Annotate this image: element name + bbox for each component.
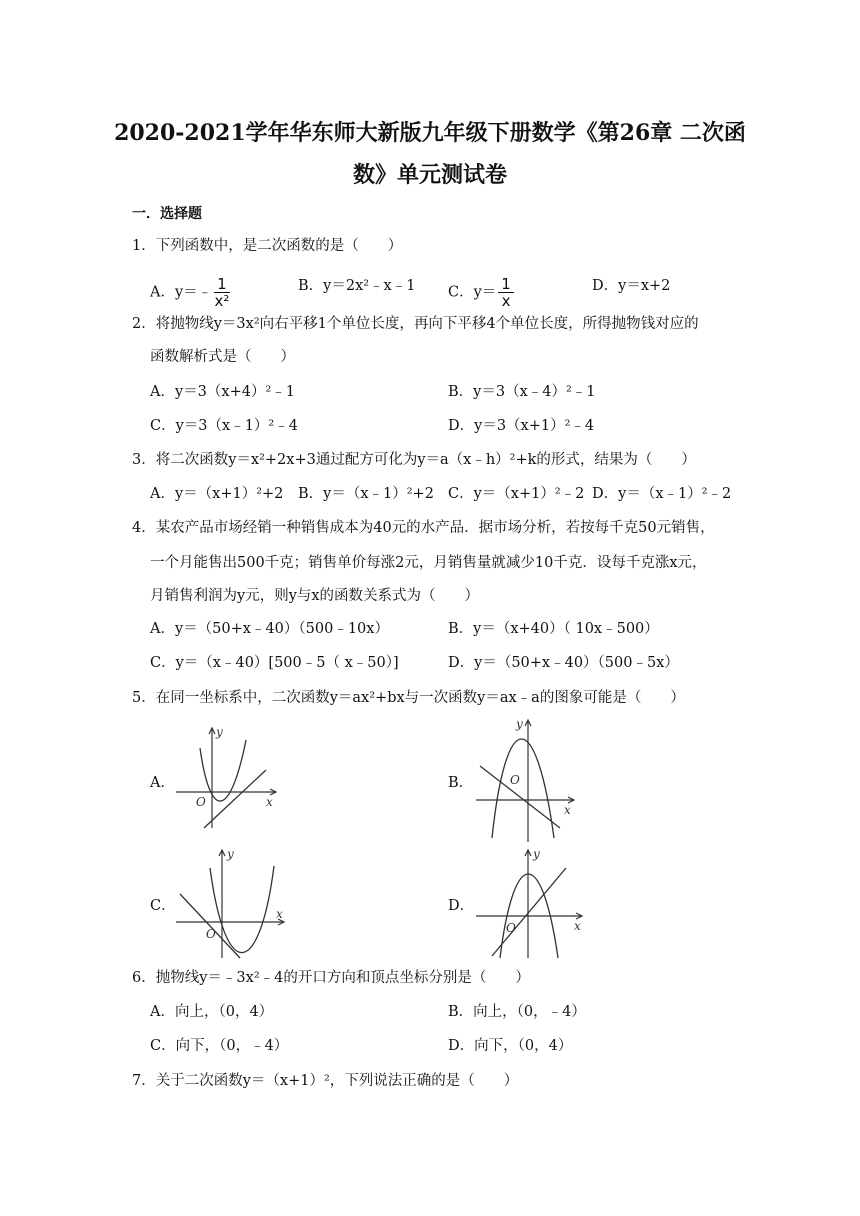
q2-option-d[interactable]: D．y＝3（x+1）²﹣4 [448,418,595,434]
q2-stem-line1: 2．将抛物线y＝3x²向右平移1个单位长度，再向下平移4个单位长度，所得抛物钱对应的 [132,316,699,332]
q5-graph-d-y-label: y [533,847,540,861]
q4-option-c[interactable]: C．y＝（x﹣40）[500﹣5（ x﹣50）] [150,655,399,671]
q5-option-d-label[interactable]: D． [448,898,475,914]
q3-option-d[interactable]: D．y＝（x﹣1）²﹣2 [592,486,732,502]
q5-option-a-label[interactable]: A． [150,775,175,791]
q4-option-b[interactable]: B．y＝（x+40）（ 10x﹣500） [448,621,659,637]
q1-option-c-fraction [498,276,514,309]
q5-graph-c[interactable] [170,846,290,960]
q4-stem-line1: 4．某农产品市场经销一种销售成本为40元的水产品．据市场分析，若按每千克50元销售， [132,520,715,536]
q5-graph-d[interactable] [470,846,590,960]
q1-option-c-num: 1 [498,276,514,293]
q6-option-d[interactable]: D．向下，（0，4） [448,1038,573,1054]
q5-graph-a-y-label: y [216,725,223,739]
q1-option-c-prefix: C．y＝ [448,284,497,301]
q4-option-d[interactable]: D．y＝（50+x﹣40）（500﹣5x） [448,655,679,671]
page-title-line1: 2020-2021学年华东师大新版九年级下册数学《第26章 二次函 [114,120,746,146]
q5-graph-c-x-label: x [276,907,283,921]
q5-graph-d-origin: O [506,921,516,935]
q5-graph-b-y-label: y [516,717,523,731]
page-title-line2: 数》单元测试卷 [352,162,507,188]
q2-stem-line2: 函数解析式是（ ） [150,349,295,365]
q5-graph-b[interactable] [470,716,580,846]
q7-stem: 7．关于二次函数y＝（x+1）²，下列说法正确的是（ ） [132,1073,519,1089]
q1-option-a-num: 1 [214,276,230,293]
q3-option-c[interactable]: C．y＝（x+1）²﹣2 [448,486,585,502]
q5-option-b-label[interactable]: B． [448,775,474,791]
q1-stem: 1．下列函数中，是二次函数的是（ ） [132,238,403,254]
q4-stem-line3: 月销售利润为y元，则y与x的函数关系式为（ ） [150,588,480,604]
q5-graph-a[interactable] [170,720,280,830]
q1-option-a-fraction [214,276,230,309]
q5-graph-a-x-label: x [266,795,273,809]
q6-option-b[interactable]: B．向上，（0，﹣4） [448,1004,586,1020]
q5-graph-c-origin: O [206,927,216,941]
q6-stem: 6．抛物线y＝﹣3x²﹣4的开口方向和顶点坐标分别是（ ） [132,970,530,986]
q5-graph-c-y-label: y [227,847,234,861]
q1-option-a[interactable] [150,276,232,309]
q6-option-c[interactable]: C．向下，（0，﹣4） [150,1038,289,1054]
q2-option-a[interactable]: A．y＝3（x+4）²﹣1 [150,384,295,400]
q2-option-c[interactable]: C．y＝3（x﹣1）²﹣4 [150,418,298,434]
q3-option-b[interactable]: B．y＝（x﹣1）²+2 [298,486,434,502]
q5-option-c-label[interactable]: C． [150,898,176,914]
q4-stem-line2: 一个月能售出500千克；销售单价每涨2元，月销售量就减少10千克．设每千克涨x元， [150,555,707,571]
q5-graph-d-x-label: x [574,919,581,933]
q4-option-a[interactable]: A．y＝（50+x﹣40）（500﹣10x） [150,621,389,637]
section-heading: 一．选择题 [132,206,202,222]
q5-graph-b-x-label: x [564,803,571,817]
q5-stem: 5．在同一坐标系中，二次函数y＝ax²+bx与一次函数y＝ax﹣a的图象可能是（ ） [132,690,685,706]
q1-option-c-den: x [501,292,511,310]
q1-option-b[interactable]: B．y＝2x²﹣x﹣1 [298,278,416,294]
q3-stem: 3．将二次函数y＝x²+2x+3通过配方可化为y＝a（x﹣h）²+k的形式，结果为（ ） [132,452,696,468]
q5-graph-a-origin: O [196,795,206,809]
q2-option-b[interactable]: B．y＝3（x﹣4）²﹣1 [448,384,596,400]
q1-option-d[interactable]: D．y＝x+2 [592,278,671,294]
q3-option-a[interactable]: A．y＝（x+1）²+2 [150,486,284,502]
q1-option-c[interactable] [448,276,516,309]
q1-option-a-prefix: A．y＝﹣ [150,284,213,301]
q1-option-a-den: x² [214,292,230,310]
q6-option-a[interactable]: A．向上，（0，4） [150,1004,274,1020]
q5-graph-b-origin: O [510,773,520,787]
